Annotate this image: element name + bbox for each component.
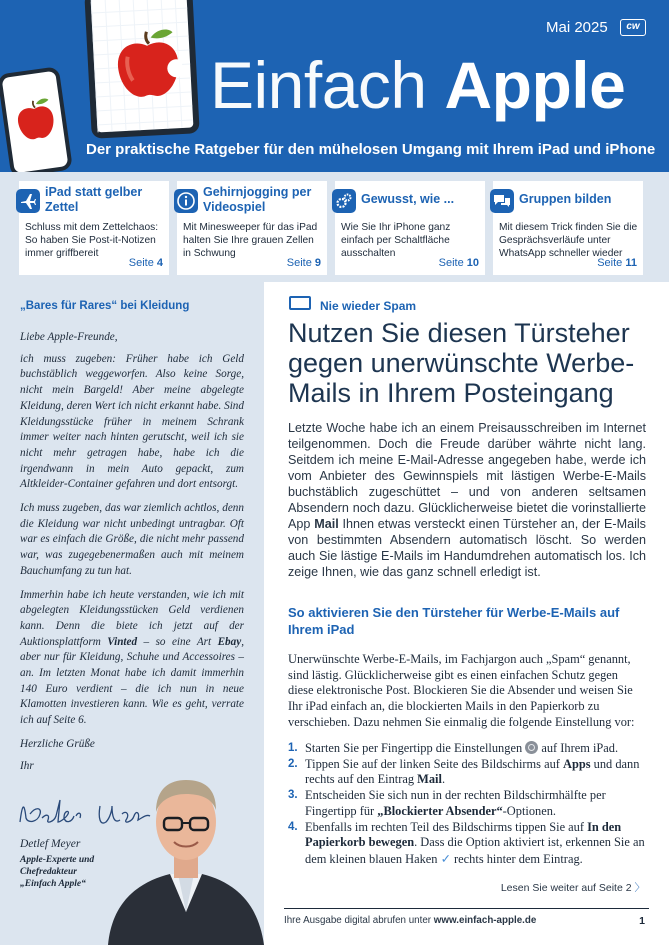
gears-icon [332, 189, 356, 213]
teaser-title: iPad statt gelber Zettel [45, 185, 143, 214]
masthead-banner [0, 0, 669, 172]
teaser-card[interactable] [335, 181, 485, 275]
chat-bubbles-icon [490, 189, 514, 213]
teaser-title: Gruppen bilden [519, 192, 612, 206]
author-name: Detlef Meyer [20, 838, 81, 850]
teaser-card[interactable] [177, 181, 327, 275]
letter-closing: Herzliche Grüße [20, 737, 95, 750]
website-link[interactable]: www.einfach-apple.de [433, 915, 537, 926]
teaser-page: Seite 4 [128, 257, 163, 269]
editorial-heading: „Bares für Rares“ bei Kleidung [20, 300, 190, 312]
letter-paragraph: Immerhin habe ich heute verstanden, wie ich mit abgelegten Kleidungsstücken Geld verdienen kann. Denn die biete ich jetzt auf der Auktionsplattform Vinted – so eine Art Ebay, aber nur für Kleidung, Schuhe und Accessoires – an. Im letzten Monat habe ich damit immerhin 140 Euro verdient – die ich nun in neue Klamotten investieren kann. Wie es geht, verrate ich auf Seite 6. [20, 588, 244, 727]
teaser-title: Gehirnjogging per Videospiel [203, 185, 312, 214]
article-subheading: So aktivieren Sie den Türsteher für Werbe-E-Mails auf Ihrem iPad [288, 605, 620, 637]
editorial-column [0, 282, 264, 945]
footer-note: Ihre Ausgabe digital abrufen unter www.einfach-apple.de [284, 915, 537, 926]
publisher-logo: cw [620, 19, 646, 36]
issue-date: Mai 2025 [546, 19, 608, 36]
step-item: 1. Starten Sie per Fingertipp die Einstellungen auf Ihrem iPad. [288, 741, 619, 755]
apple-small-illustration [13, 93, 59, 144]
author-portrait [108, 762, 264, 945]
teaser-text: Mit diesem Trick finden Sie die Gesprächsverläufe unter WhatsApp schneller wieder [499, 222, 638, 259]
airplane-icon [16, 189, 40, 213]
teaser-text: Wie Sie Ihr iPhone ganz einfach per Schaltfläche ausschalten [341, 222, 451, 259]
letter-greeting: Liebe Apple-Freunde, [20, 331, 118, 343]
page-number: 1 [639, 915, 645, 927]
letter-paragraph: ich muss zugeben: Früher habe ich Geld buchstäblich weggeworfen. Also keine Sorge, nicht mein Bargeld! Aber meine abgelegte Kleidung, deren Wert ich nicht erkannt habe. Sind Kleidungsstücke früher in meinem Schrank immer weiter nach hinten gerutscht, weil ich sie nicht mehr getragen habe, habe ich die irgendwann in mein Auto gepackt, zum Altkleider-Container gefahren und dort entsorgt. [20, 352, 244, 491]
teaser-page: Seite 10 [438, 257, 479, 269]
footer-divider [284, 908, 649, 909]
letter-paragraph: Ich muss zugeben, das war ziemlich achtlos, denn die Kleidung war nicht unbedingt untragbar. Oft war es einfach die Größe, die nicht mehr passend war, was zugegebenermaßen auch mit meinem Bauchumfang zu tun hat. [20, 502, 244, 577]
instruction-steps [288, 741, 648, 868]
step-item: 2. Tippen Sie auf der linken Seite des Bildschirms auf Apps und dann rechts auf den Eintrag Mail. [288, 756, 640, 787]
continue-link[interactable]: Lesen Sie weiter auf Seite 2 〉 [500, 882, 645, 894]
teaser-strip [0, 172, 669, 282]
article-lead: Letzte Woche habe ich an einem Preisausschreiben im Internet teilgenommen. Doch die Freude darüber währte nicht lang. Seitdem ich meine E-Mail-Adresse angegeben habe, werde ich vom Anbieter des Gewinnspiels mit lästigen Werbe-E-Mails buchstäblich zugeschüttet – und von anderen seltsamen Absendern noch dazu. Glücklicherweise bietet die vorinstallierte App Mail Ihnen etwas versteckt einen Türsteher an, der E-Mails von bestimmten Absendern automatisch löscht. So werden auch Sie lästige E-Mails im Handumdrehen automatisch los. Ich zeige Ihnen, wie das ganz schnell erledigt ist. [288, 421, 646, 579]
chevron-right-icon: 〉 [634, 882, 645, 894]
teaser-card[interactable] [19, 181, 169, 275]
teaser-text: Schluss mit dem Zettelchaos: So haben Sie Post-it-Notizen immer griffbereit [25, 222, 159, 259]
apple-illustration [112, 24, 184, 101]
teaser-title: Gewusst, wie ... [361, 192, 455, 206]
magazine-title-bold: Apple [444, 48, 626, 122]
article-column [264, 282, 669, 945]
step-item: 4. Ebenfalls im rechten Teil des Bildschirms tippen Sie auf In den Papierkorb bewegen. Dass die Option aktiviert ist, erkennen Sie an dem kleinen blauen Haken ✓ rechts hinter dem Eintrag. [288, 819, 645, 866]
info-icon [174, 189, 198, 213]
envelope-icon [289, 296, 311, 310]
teaser-page: Seite 11 [597, 257, 637, 269]
step-item: 3. Entscheiden Sie sich nun in der rechten Bildschirmhälfte per Fingertipp für „Blockierter Absender“-Optionen. [288, 788, 606, 818]
ipad-illustration [84, 0, 199, 139]
settings-gear-icon [525, 741, 538, 754]
article-kicker: Nie wieder Spam [320, 299, 417, 313]
tagline: Der praktische Ratgeber für den mühelosen Umgang mit Ihrem iPad und iPhone [86, 141, 656, 158]
checkmark-icon: ✓ [440, 850, 451, 866]
teaser-text: Mit Minesweeper für das iPad halten Sie Ihre grauen Zellen in Schwung [183, 222, 318, 259]
article-body: Unerwünschte Werbe-E-Mails, im Fachjargon auch „Spam“ genannt, sind lästig. Glücklicherweise gibt es einen einfachen Schutz gegen diese elektronische Post. Blockieren Sie die Absender und weisen Sie Ihr iPad einfach an, die blockierten Mails in den Papierkorb zu verschieben. Dazu nehmen Sie einmalig die folgende Einstellung vor: [288, 652, 635, 729]
magazine-title [210, 48, 626, 122]
iphone-illustration [0, 66, 73, 172]
letter-yours: Ihr [20, 759, 34, 772]
author-role: Apple-Experte und Chefredakteur „Einfach Apple“ [20, 855, 95, 889]
magazine-title-light: Einfach [210, 48, 427, 122]
editorial-letter [20, 330, 244, 782]
article-headline: Nutzen Sie diesen Türsteher gegen unerwünschte Werbe-Mails in Ihrem Posteingang [288, 318, 635, 408]
teaser-page: Seite 9 [286, 257, 321, 269]
teaser-card[interactable] [493, 181, 643, 275]
